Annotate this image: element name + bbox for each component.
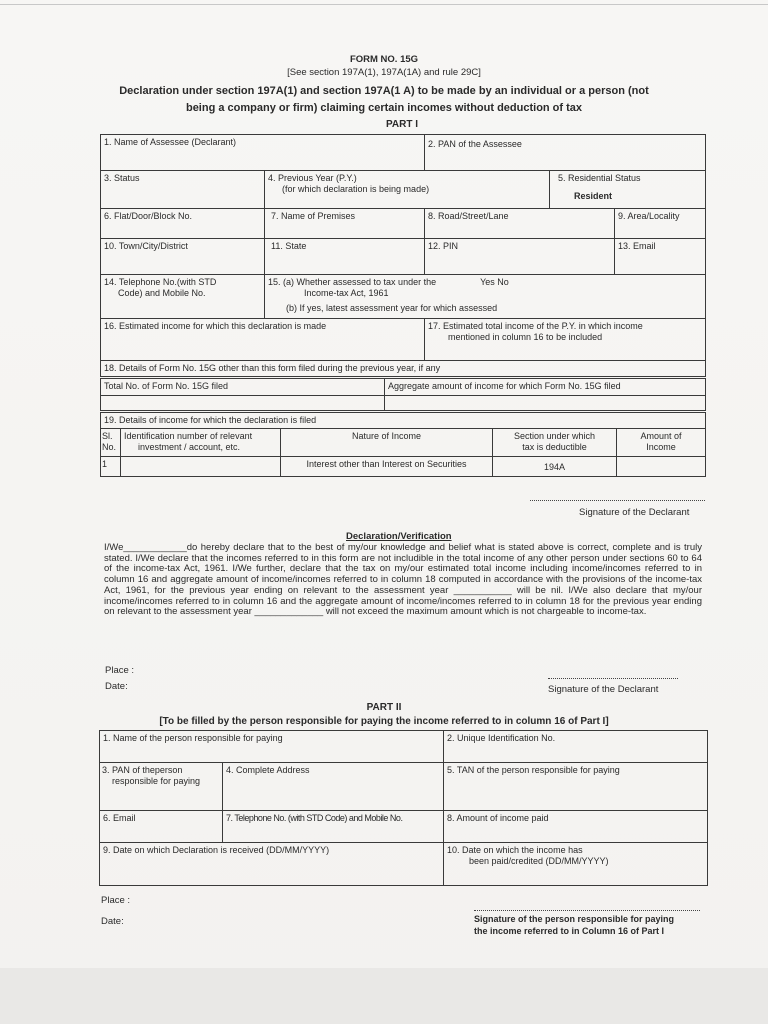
residential-status-value: Resident <box>574 191 613 201</box>
field-income-paid-date: 10. Date on which the income has been paid/credited (DD/MM/YYYY) <box>444 843 708 886</box>
field-area-locality: 9. Area/Locality <box>615 209 706 239</box>
cell-aggregate-amount-value <box>385 396 706 411</box>
field-total-forms-filed: Total No. of Form No. 15G filed <box>101 379 385 396</box>
field-pin: 12. PIN <box>425 239 615 275</box>
field-complete-address: 4. Complete Address <box>223 763 444 843</box>
field-road-street-lane: 8. Road/Street/Lane <box>425 209 615 239</box>
field-residential-status: 5. Residential Status Resident <box>550 171 706 209</box>
col-nature-of-income: Nature of Income <box>281 429 493 457</box>
field-assessed-to-tax: 15. (a) Whether assessed to tax under the Yes No Income-tax Act, 1961 (b) If yes, latest assessment year for which assessed <box>265 275 706 319</box>
form-15g-filed-table <box>100 378 706 411</box>
part-2-subtitle: [To be filled by the person responsible for paying the income referred to in column 16 of Part I] <box>159 716 609 727</box>
field-form-15g-details: 18. Details of Form No. 15G other than this form filed during the previous year, if any <box>101 361 706 377</box>
signature-person-responsible-1: Signature of the person responsible for paying <box>474 914 675 924</box>
field-unique-identification-no: 2. Unique Identification No. <box>444 731 708 763</box>
signature-line-3 <box>474 910 700 911</box>
col-sl-no: Sl. No. <box>101 429 121 457</box>
field-email: 13. Email <box>615 239 706 275</box>
field-telephone: 14. Telephone No.(with STD Code) and Mobile No. <box>101 275 265 319</box>
signature-of-declarant-2: Signature of the Declarant <box>548 684 659 695</box>
declaration-title-line-1: Declaration under section 197A(1) and section 197A(1 A) to be made by an individual or a person (not <box>119 85 649 97</box>
field-person-responsible-name: 1. Name of the person responsible for paying <box>100 731 444 763</box>
field-pan-of-person: 3. PAN of theperson responsible for paying <box>100 763 223 811</box>
cell-sl: 1 <box>101 457 121 477</box>
field-tan: 5. TAN of the person responsible for paying <box>444 763 708 811</box>
table-row <box>101 457 706 477</box>
field-town-city-district: 10. Town/City/District <box>101 239 265 275</box>
field-aggregate-amount: Aggregate amount of income for which Form No. 15G filed <box>385 379 706 396</box>
field-estimated-total-income: 17. Estimated total income of the P.Y. in which income mentioned in column 16 to be included <box>425 319 706 361</box>
field-pan-of-assessee: 2. PAN of the Assessee <box>425 135 706 171</box>
cell-section: 194A <box>493 457 617 477</box>
date-label-1: Date: <box>105 681 128 692</box>
field-state: 11. State <box>265 239 425 275</box>
income-details-table <box>100 412 706 477</box>
field-estimated-income: 16. Estimated income for which this declaration is made <box>101 319 425 361</box>
signature-line-1 <box>530 500 705 501</box>
col-amount: Amount of Income <box>617 429 706 457</box>
section-reference: [See section 197A(1), 197A(1A) and rule 29C] <box>287 67 481 78</box>
field-email-p2: 6. Email <box>100 811 223 843</box>
part-1-table <box>100 134 706 377</box>
part-2-title: PART II <box>366 702 402 713</box>
place-label-1: Place : <box>105 665 135 676</box>
cell-total-forms-value <box>101 396 385 411</box>
yes-no-options: Yes No <box>480 277 509 287</box>
verification-title: Declaration/Verification <box>346 531 452 542</box>
form-number: FORM NO. 15G <box>349 54 419 65</box>
field-declaration-received-date: 9. Date on which Declaration is received (DD/MM/YYYY) <box>100 843 444 886</box>
signature-line-2 <box>548 678 678 679</box>
col-section: Section under which tax is deductible <box>493 429 617 457</box>
cell-nature: Interest other than Interest on Securities <box>281 457 493 477</box>
signature-person-responsible-2: the income referred to in Column 16 of Part I <box>474 926 665 936</box>
field-telephone-p2: 7. Telephone No. (with STD Code) and Mobile No. <box>223 811 444 843</box>
field-name-of-premises: 7. Name of Premises <box>265 209 425 239</box>
date-label-2: Date: <box>101 916 124 927</box>
field-previous-year: 4. Previous Year (P.Y.) (for which declaration is being made) <box>265 171 550 209</box>
field-name-of-assessee: 1. Name of Assessee (Declarant) <box>101 135 425 171</box>
scan-bottom-margin <box>0 968 768 1024</box>
field-income-details-heading: 19. Details of income for which the declaration is filed <box>101 413 706 429</box>
verification-text: I/We____________do hereby declare that to the best of my/our knowledge and belief what is stated above is correct, complete and is truly stated. I/We declare that the incomes referred to in this form are not includible in the total income of any other person under sections 60 to 64 of the income-tax Act, 1961. I/We further, declare that the tax on my/our estimated total income including income/incomes referred to in column 16 and aggregate amount of income/incomes referred to in column 18 computed in accordance with the provisions of the income-tax Act, 1961, for the previous year ending on relevant to the assessment year ___________ will be nil. I/We also declare that my/our income/incomes referred to in column 16 and the aggregate amount of income/incomes referred to in column 18 for the previous year ending on relevant to the assessment year _____________ will not exceed the maximum amount which is not chargeable to income-tax. <box>104 542 702 618</box>
signature-of-declarant-1: Signature of the Declarant <box>579 507 690 518</box>
income-table-header-row <box>101 429 706 457</box>
field-status: 3. Status <box>101 171 265 209</box>
scan-top-edge <box>0 4 768 5</box>
col-identification-number: Identification number of relevant investment / account, etc. <box>121 429 281 457</box>
field-amount-paid: 8. Amount of income paid <box>444 811 708 843</box>
place-label-2: Place : <box>101 895 131 906</box>
cell-amount <box>617 457 706 477</box>
field-flat-door-block: 6. Flat/Door/Block No. <box>101 209 265 239</box>
part-2-table-lower <box>99 810 708 886</box>
cell-identification <box>121 457 281 477</box>
declaration-title-line-2: being a company or firm) claiming certain incomes without deduction of tax <box>185 102 583 114</box>
part-1-title: PART I <box>386 119 419 130</box>
